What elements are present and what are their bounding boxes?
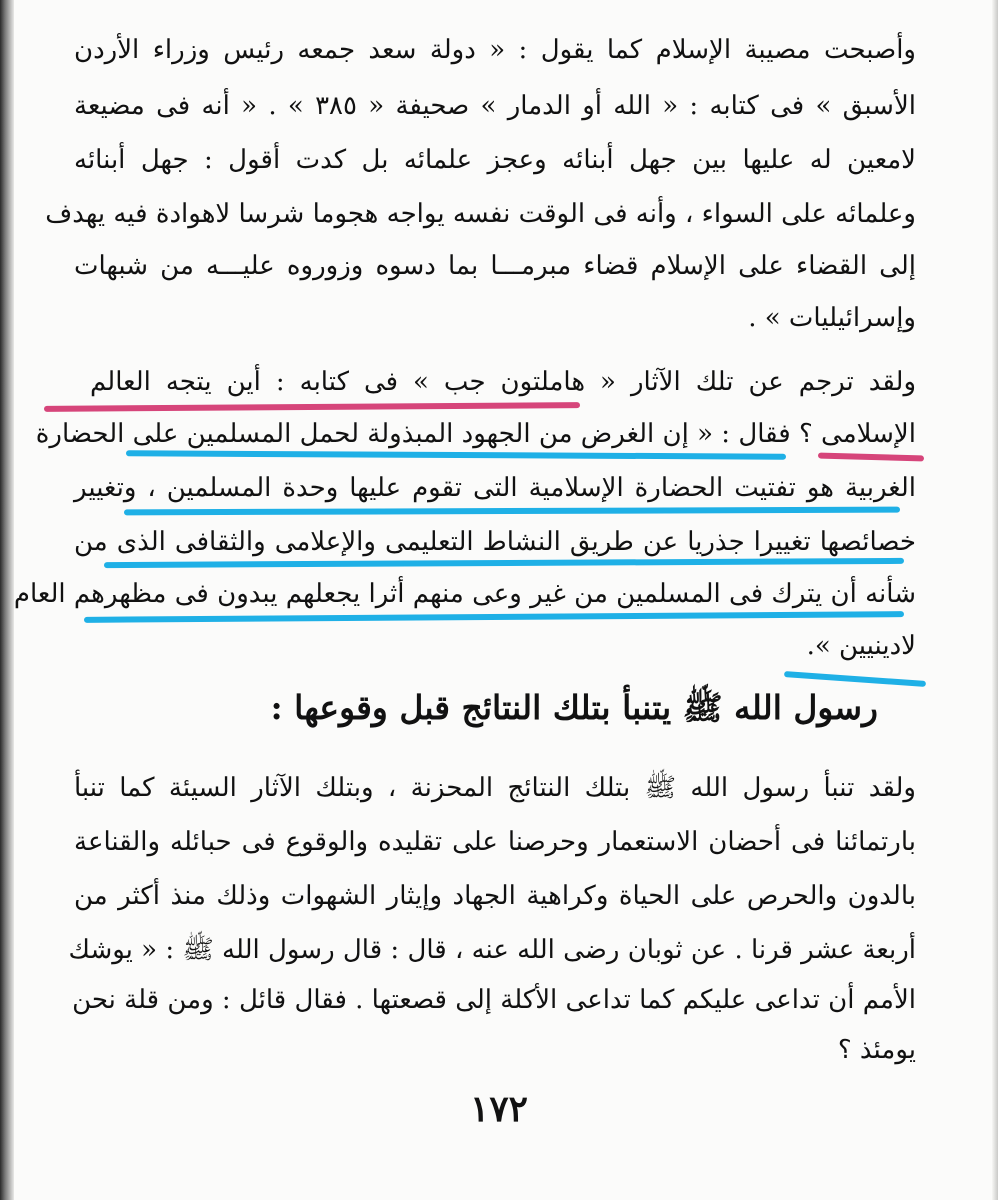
paragraph-3-line-3: بالدون والحرص على الحياة وكراهية الجهاد وإيثار الشهوات وذلك منذ أكثر من: [74, 881, 916, 911]
paragraph-3-line-6: يومئذ ؟: [837, 1035, 916, 1065]
page-edge: [992, 0, 998, 1200]
blue-highlight-5: [784, 671, 926, 687]
paragraph-2-line-2: الإسلامى ؟ فقال : « إن الغرض من الجهود المبذولة لحمل المسلمين على الحضارة: [35, 419, 916, 449]
paragraph-1-line-1: وأصبحت مصيبة الإسلام كما يقول : « دولة سعد جمعه رئيس وزراء الأردن: [74, 35, 916, 65]
paragraph-1-line-2: الأسبق » فى كتابه : « الله أو الدمار » صحيفة « ٣٨٥ » . « أنه فى مضيعة: [74, 91, 917, 121]
paragraph-2-line-3: الغربية هو تفتيت الحضارة الإسلامية التى تقوم عليها وحدة المسلمين ، وتغيير: [74, 473, 916, 503]
page-binding-shadow: [0, 0, 14, 1200]
section-heading: رسول الله ﷺ يتنبأ بتلك النتائج قبل وقوعها :: [270, 688, 878, 727]
pink-highlight-1: [44, 402, 580, 412]
paragraph-2-line-1: ولقد ترجم عن تلك الآثار « هاملتون جب » فى كتابه : أين يتجه العالم: [90, 367, 916, 397]
paragraph-1-line-3: لامعين له عليها بين جهل أبنائه وعجز علمائه بل كدت أقول : جهل أبنائه: [74, 145, 916, 175]
paragraph-2-line-4: خصائصها تغييرا جذريا عن طريق النشاط التعليمى والإعلامى والثقافى الذى من: [74, 527, 916, 557]
paragraph-2-line-5: شأنه أن يترك فى المسلمين من غير وعى منهم أثرا يجعلهم يبدون فى مظهرهم العام: [13, 579, 916, 609]
paragraph-3-line-2: بارتمائنا فى أحضان الاستعمار وحرصنا على تقليده والوقوع فى حبائله والقناعة: [74, 827, 916, 857]
page-number: ١٧٢: [469, 1088, 528, 1130]
paragraph-1-line-4: وعلمائه على السواء ، وأنه فى الوقت نفسه يواجه هجوما شرسا لاهوادة فيه يهدف: [45, 199, 916, 229]
paragraph-3-line-1: ولقد تنبأ رسول الله ﷺ بتلك النتائج المحزنة ، وبتلك الآثار السيئة كما تنبأ: [74, 773, 916, 803]
paragraph-3-line-5: الأمم أن تداعى عليكم كما تداعى الأكلة إلى قصعتها . فقال قائل : ومن قلة نحن: [72, 985, 916, 1015]
paragraph-1-line-5: إلى القضاء على الإسلام قضاء مبرمـــا بما دسوه وزوروه عليـــه من شبهات: [74, 251, 916, 281]
paragraph-2-line-6: لادينيين ».: [806, 631, 916, 661]
paragraph-1-line-6: وإسرائيليات » .: [748, 303, 916, 333]
paragraph-3-line-4: أربعة عشر قرنا . عن ثوبان رضى الله عنه ، قال : قال رسول الله ﷺ : « يوشك: [68, 935, 916, 965]
